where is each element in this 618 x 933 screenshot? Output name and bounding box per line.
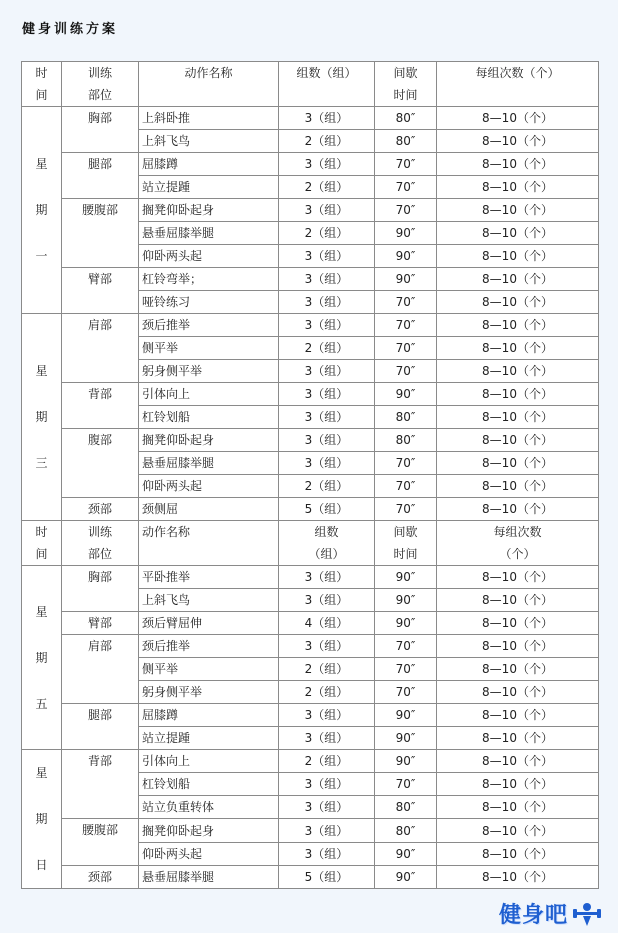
- cell-line: 间: [35, 88, 48, 102]
- watermark-text: 健身吧: [498, 903, 568, 928]
- table-row: [22, 429, 599, 452]
- cell-line: 每组次数: [493, 525, 542, 539]
- cell-line: 间歇: [393, 66, 418, 80]
- day-cell: [22, 750, 62, 889]
- table-row: [22, 612, 599, 635]
- rest-cell: 90″: [375, 866, 437, 889]
- table-row: [22, 566, 599, 589]
- reps-cell: 8—10（个）: [437, 199, 599, 222]
- cell-line: 组数: [314, 525, 339, 539]
- table-row: [22, 635, 599, 658]
- exercise-name-cell: 仰卧两头起: [139, 245, 279, 268]
- body-part-cell: 肩部: [62, 635, 139, 704]
- sets-cell: 3（组）: [279, 291, 375, 314]
- sets-cell: 3（组）: [279, 199, 375, 222]
- rest-cell: 80″: [375, 406, 437, 429]
- cell-line: 期: [35, 203, 48, 217]
- rest-cell: 70″: [375, 475, 437, 498]
- body-part-cell: 腿部: [62, 153, 139, 199]
- reps-cell: 8—10（个）: [437, 406, 599, 429]
- sets-cell: 3（组）: [279, 704, 375, 727]
- cell-line: （组）: [308, 547, 345, 561]
- exercise-name-cell: 上斜飞鸟: [139, 130, 279, 153]
- sets-cell: 3（组）: [279, 268, 375, 291]
- reps-cell: 8—10（个）: [437, 337, 599, 360]
- rest-cell: 90″: [375, 704, 437, 727]
- header-reps: 每组次数（个）: [437, 62, 599, 107]
- cell-line: 日: [35, 858, 48, 872]
- rest-cell: 80″: [375, 130, 437, 153]
- sets-cell: 3（组）: [279, 314, 375, 337]
- body-part-cell: 颈部: [62, 866, 139, 889]
- reps-cell: 8—10（个）: [437, 153, 599, 176]
- exercise-name-cell: 颈后臂屈伸: [139, 612, 279, 635]
- site-watermark: [499, 898, 602, 929]
- exercise-name-cell: 搁凳仰卧起身: [139, 429, 279, 452]
- rest-cell: 70″: [375, 337, 437, 360]
- exercise-name-cell: 颈后推举: [139, 635, 279, 658]
- exercise-name-cell: 屈膝蹲: [139, 704, 279, 727]
- header-name: 动作名称: [139, 521, 279, 566]
- rest-cell: 90″: [375, 589, 437, 612]
- rest-cell: 70″: [375, 452, 437, 475]
- sets-cell: 3（组）: [279, 819, 375, 843]
- exercise-name-cell: 哑铃练习: [139, 291, 279, 314]
- body-part-cell: 臂部: [62, 268, 139, 314]
- exercise-name-cell: 平卧推举: [139, 566, 279, 589]
- exercise-name-cell: 引体向上: [139, 750, 279, 773]
- rest-cell: 90″: [375, 268, 437, 291]
- table-row: [22, 268, 599, 291]
- table-row: [22, 704, 599, 727]
- reps-cell: 8—10（个）: [437, 750, 599, 773]
- sets-cell: 2（组）: [279, 750, 375, 773]
- exercise-name-cell: 躬身侧平举: [139, 360, 279, 383]
- reps-cell: 8—10（个）: [437, 383, 599, 406]
- rest-cell: 90″: [375, 843, 437, 866]
- cell-line: 星: [35, 364, 48, 378]
- rest-cell: 90″: [375, 222, 437, 245]
- reps-cell: 8—10（个）: [437, 704, 599, 727]
- exercise-name-cell: 侧平举: [139, 337, 279, 360]
- rest-cell: 90″: [375, 383, 437, 406]
- cell-line: 时间: [393, 88, 418, 102]
- rest-cell: 90″: [375, 566, 437, 589]
- day-cell: [22, 314, 62, 521]
- body-part-cell: 肩部: [62, 314, 139, 383]
- sets-cell: 2（组）: [279, 130, 375, 153]
- reps-cell: 8—10（个）: [437, 130, 599, 153]
- weightlifter-icon: [572, 899, 602, 929]
- exercise-name-cell: 屈膝蹲: [139, 153, 279, 176]
- sets-cell: 3（组）: [279, 360, 375, 383]
- exercise-name-cell: 杠铃划船: [139, 773, 279, 796]
- reps-cell: 8—10（个）: [437, 635, 599, 658]
- sets-cell: 2（组）: [279, 176, 375, 199]
- header-time: [22, 62, 62, 107]
- header-rest: [375, 62, 437, 107]
- exercise-name-cell: 仰卧两头起: [139, 475, 279, 498]
- rest-cell: 70″: [375, 199, 437, 222]
- training-plan-table: [21, 61, 599, 889]
- rest-cell: 90″: [375, 245, 437, 268]
- rest-cell: 70″: [375, 176, 437, 199]
- reps-cell: 8—10（个）: [437, 843, 599, 866]
- cell-line: 星: [35, 157, 48, 171]
- cell-line: 训练: [87, 66, 112, 80]
- cell-line: 星: [35, 766, 48, 780]
- table-row: [22, 153, 599, 176]
- rest-cell: 70″: [375, 635, 437, 658]
- cell-line: 星: [35, 604, 48, 619]
- table-row: [22, 107, 599, 130]
- reps-cell: 8—10（个）: [437, 589, 599, 612]
- sets-cell: 5（组）: [279, 498, 375, 521]
- rest-cell: 80″: [375, 107, 437, 130]
- body-part-cell: 胸部: [62, 566, 139, 612]
- reps-cell: 8—10（个）: [437, 245, 599, 268]
- sets-cell: 4（组）: [279, 612, 375, 635]
- body-part-cell: 腿部: [62, 704, 139, 750]
- reps-cell: 8—10（个）: [437, 566, 599, 589]
- header-rest: [375, 521, 437, 566]
- sets-cell: 2（组）: [279, 337, 375, 360]
- day-cell: [22, 107, 62, 314]
- cell-line: 部位: [87, 88, 112, 102]
- body-part-cell: 腰腹部: [62, 199, 139, 268]
- exercise-name-cell: 侧平举: [139, 658, 279, 681]
- rest-cell: 70″: [375, 153, 437, 176]
- reps-cell: 8—10（个）: [437, 314, 599, 337]
- exercise-name-cell: 上斜卧推: [139, 107, 279, 130]
- cell-line: 时: [35, 525, 48, 539]
- header-part: [62, 62, 139, 107]
- body-part-cell: 腰腹部: [62, 819, 139, 866]
- exercise-name-cell: 悬垂屈膝举腿: [139, 866, 279, 889]
- day-cell: [22, 566, 62, 750]
- exercise-name-cell: 站立负重转体: [139, 796, 279, 819]
- header-row: [22, 521, 599, 566]
- cell-line: 期: [35, 812, 48, 826]
- reps-cell: 8—10（个）: [437, 475, 599, 498]
- sets-cell: 3（组）: [279, 566, 375, 589]
- cell-line: 一: [35, 249, 48, 263]
- reps-cell: 8—10（个）: [437, 727, 599, 750]
- rest-cell: 90″: [375, 612, 437, 635]
- rest-cell: 70″: [375, 681, 437, 704]
- sets-cell: 2（组）: [279, 681, 375, 704]
- table-row: [22, 199, 599, 222]
- reps-cell: 8—10（个）: [437, 176, 599, 199]
- header-part: [62, 521, 139, 566]
- table-row: [22, 498, 599, 521]
- sets-cell: 3（组）: [279, 153, 375, 176]
- rest-cell: 70″: [375, 314, 437, 337]
- header-time: [22, 521, 62, 566]
- cell-line: 间歇: [393, 525, 418, 539]
- header-reps: [437, 521, 599, 566]
- reps-cell: 8—10（个）: [437, 658, 599, 681]
- sets-cell: 3（组）: [279, 773, 375, 796]
- sets-cell: 3（组）: [279, 452, 375, 475]
- table-row: [22, 314, 599, 337]
- rest-cell: 70″: [375, 291, 437, 314]
- header-sets: 组数（组）: [279, 62, 375, 107]
- reps-cell: 8—10（个）: [437, 681, 599, 704]
- rest-cell: 70″: [375, 658, 437, 681]
- sets-cell: 3（组）: [279, 727, 375, 750]
- reps-cell: 8—10（个）: [437, 452, 599, 475]
- cell-line: 三: [35, 456, 48, 470]
- reps-cell: 8—10（个）: [437, 107, 599, 130]
- table-row: [22, 383, 599, 406]
- exercise-name-cell: 杠铃弯举；: [139, 268, 279, 291]
- sets-cell: 2（组）: [279, 658, 375, 681]
- rest-cell: 90″: [375, 750, 437, 773]
- sets-cell: 2（组）: [279, 222, 375, 245]
- exercise-name-cell: 搁凳仰卧起身: [139, 199, 279, 222]
- reps-cell: 8—10（个）: [437, 866, 599, 889]
- cell-line: 期: [35, 650, 48, 665]
- reps-cell: 8—10（个）: [437, 612, 599, 635]
- cell-line: 五: [35, 696, 48, 711]
- reps-cell: 8—10（个）: [437, 222, 599, 245]
- body-part-cell: 胸部: [62, 107, 139, 153]
- reps-cell: 8—10（个）: [437, 819, 599, 843]
- exercise-name-cell: 站立提踵: [139, 176, 279, 199]
- reps-cell: 8—10（个）: [437, 360, 599, 383]
- table-row: [22, 750, 599, 773]
- sets-cell: 3（组）: [279, 107, 375, 130]
- body-part-cell: 颈部: [62, 498, 139, 521]
- cell-line: 期: [35, 410, 48, 424]
- cell-line: 间: [35, 547, 48, 561]
- exercise-name-cell: 搁凳仰卧起身: [139, 819, 279, 843]
- reps-cell: 8—10（个）: [437, 429, 599, 452]
- sets-cell: 3（组）: [279, 843, 375, 866]
- body-part-cell: 臂部: [62, 612, 139, 635]
- body-part-cell: 腹部: [62, 429, 139, 498]
- exercise-name-cell: 颈侧屈: [139, 498, 279, 521]
- sets-cell: 2（组）: [279, 475, 375, 498]
- exercise-name-cell: 颈后推举: [139, 314, 279, 337]
- exercise-name-cell: 引体向上: [139, 383, 279, 406]
- body-part-cell: 背部: [62, 750, 139, 819]
- exercise-name-cell: 悬垂屈膝举腿: [139, 222, 279, 245]
- rest-cell: 80″: [375, 819, 437, 843]
- sets-cell: 3（组）: [279, 589, 375, 612]
- table-row: [22, 819, 599, 843]
- cell-line: 部位: [87, 547, 112, 561]
- cell-line: 时: [35, 66, 48, 80]
- exercise-name-cell: 仰卧两头起: [139, 843, 279, 866]
- sets-cell: 3（组）: [279, 796, 375, 819]
- cell-line: （个）: [499, 547, 536, 561]
- exercise-name-cell: 站立提踵: [139, 727, 279, 750]
- exercise-name-cell: 悬垂屈膝举腿: [139, 452, 279, 475]
- sets-cell: 3（组）: [279, 429, 375, 452]
- reps-cell: 8—10（个）: [437, 498, 599, 521]
- cell-line: 训练: [87, 525, 112, 539]
- reps-cell: 8—10（个）: [437, 291, 599, 314]
- exercise-name-cell: 杠铃划船: [139, 406, 279, 429]
- rest-cell: 70″: [375, 773, 437, 796]
- sets-cell: 5（组）: [279, 866, 375, 889]
- rest-cell: 90″: [375, 727, 437, 750]
- exercise-name-cell: 躬身侧平举: [139, 681, 279, 704]
- exercise-name-cell: 上斜飞鸟: [139, 589, 279, 612]
- sets-cell: 3（组）: [279, 406, 375, 429]
- body-part-cell: 背部: [62, 383, 139, 429]
- sets-cell: 3（组）: [279, 245, 375, 268]
- reps-cell: 8—10（个）: [437, 796, 599, 819]
- page-title: 健身训练方案: [22, 22, 119, 37]
- rest-cell: 70″: [375, 360, 437, 383]
- header-name: 动作名称: [139, 62, 279, 107]
- rest-cell: 70″: [375, 498, 437, 521]
- reps-cell: 8—10（个）: [437, 268, 599, 291]
- rest-cell: 80″: [375, 429, 437, 452]
- reps-cell: 8—10（个）: [437, 773, 599, 796]
- table-row: [22, 866, 599, 889]
- header-sets: [279, 521, 375, 566]
- rest-cell: 80″: [375, 796, 437, 819]
- cell-line: 时间: [393, 547, 418, 561]
- sets-cell: 3（组）: [279, 635, 375, 658]
- header-row: [22, 62, 599, 107]
- sets-cell: 3（组）: [279, 383, 375, 406]
